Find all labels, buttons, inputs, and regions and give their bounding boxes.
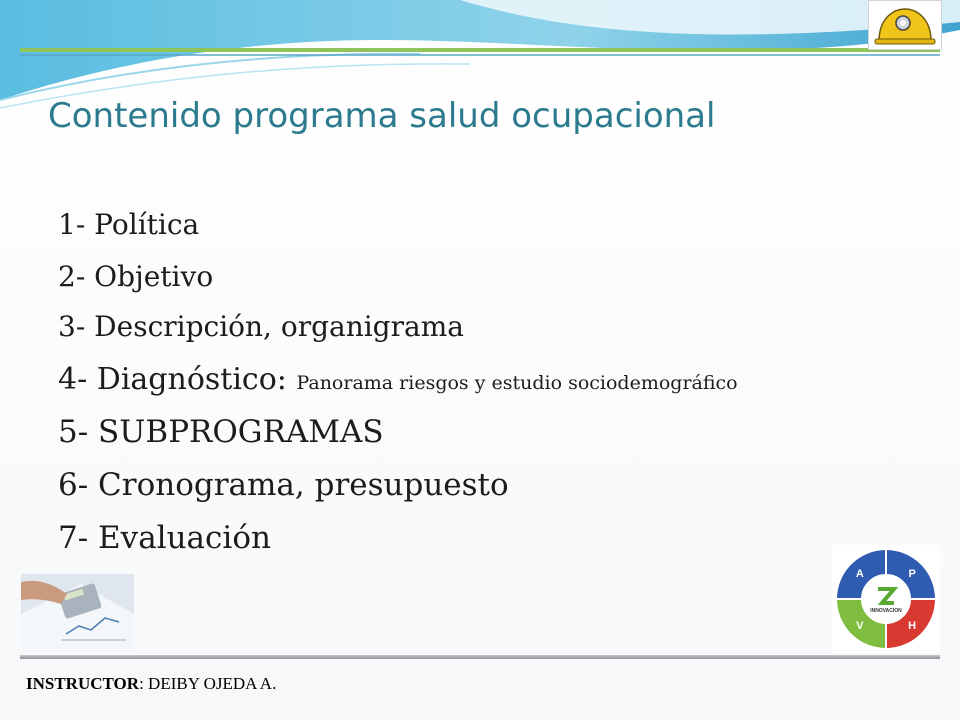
footer-divider <box>20 655 940 659</box>
list-item-politica: 1- Política <box>58 208 200 241</box>
cycle-letter: A <box>855 567 864 580</box>
instructor-credit <box>26 674 276 694</box>
list-item-cronograma: 6- Cronograma, presupuesto <box>58 467 509 503</box>
calculator-photo <box>21 574 134 649</box>
instructor-name: DEIBY OJEDA A. <box>148 674 277 693</box>
phva-cycle-diagram <box>832 545 940 653</box>
cycle-letter: V <box>856 620 864 633</box>
list-item-evaluacion: 7- Evaluación <box>58 520 271 556</box>
instructor-label: INSTRUCTOR <box>26 674 140 693</box>
instructor-separator: : <box>139 674 149 693</box>
hard-hat-icon <box>868 0 942 50</box>
cycle-letter: H <box>908 620 917 633</box>
list-item-descripcion: 3- Descripción, organigrama <box>58 310 464 343</box>
slide-title: Contenido programa salud ocupacional <box>48 96 716 136</box>
list-item-objetivo: 2- Objetivo <box>58 260 214 293</box>
cycle-center-label: INNOVACION <box>870 608 902 614</box>
header-wave-decoration <box>0 0 960 110</box>
list-item-subprogramas: 5- SUBPROGRAMAS <box>58 414 384 450</box>
cycle-letter: P <box>908 567 916 580</box>
list-item-diagnostico <box>58 362 738 397</box>
list-item-diagnostico-label: 4- Diagnóstico: <box>58 362 297 397</box>
list-item-diagnostico-detail: Panorama riesgos y estudio sociodemográfico <box>296 372 738 394</box>
